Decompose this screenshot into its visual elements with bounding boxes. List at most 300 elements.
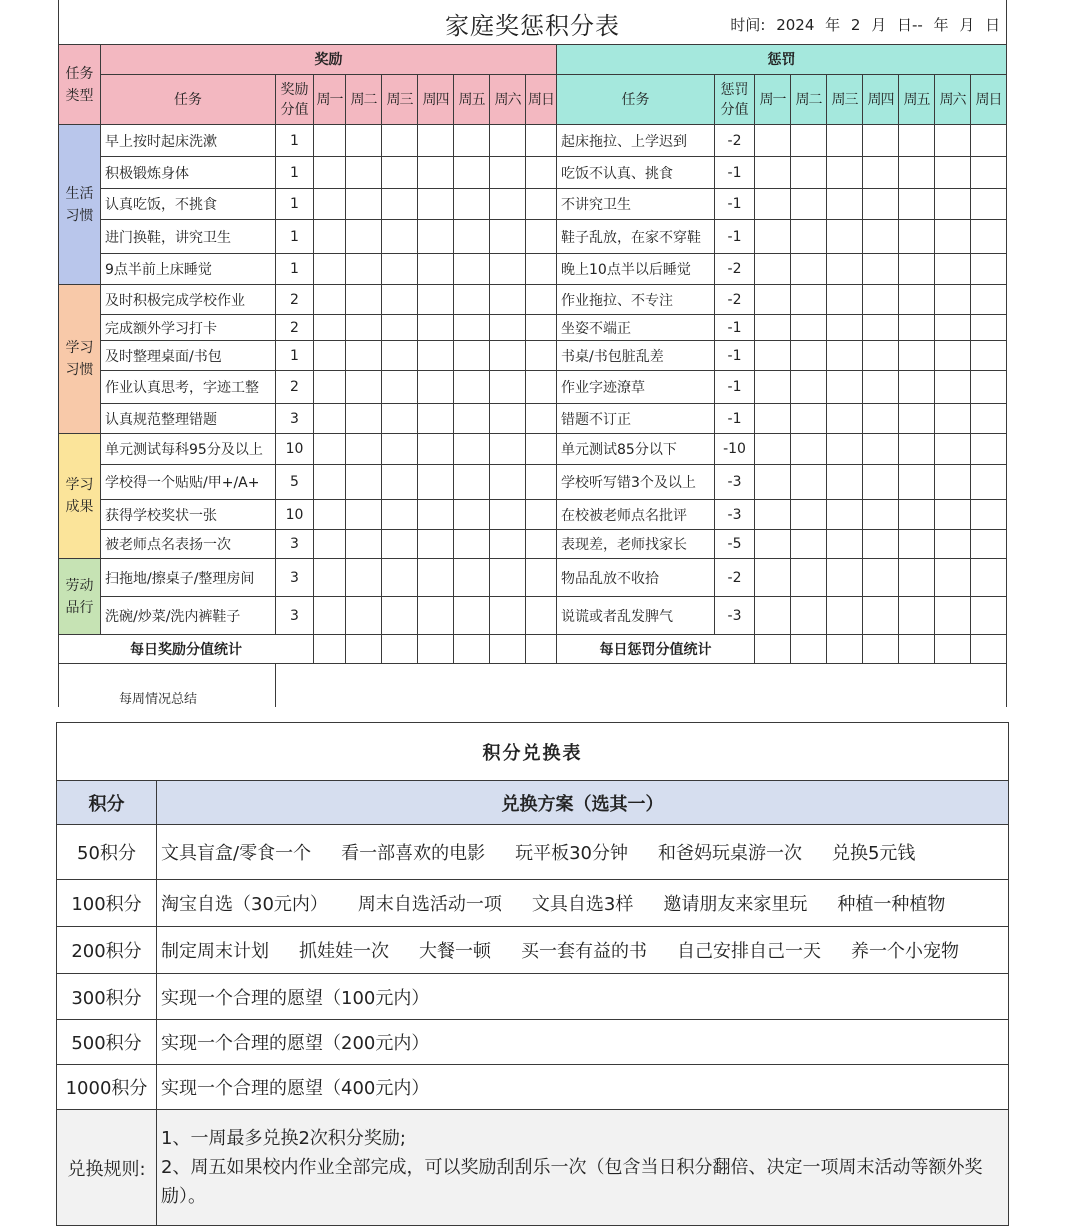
reward-day-cell[interactable] <box>526 189 557 220</box>
penalty-task: 晚上10点半以后睡觉 <box>557 254 715 285</box>
reward-day-cell[interactable] <box>346 189 382 220</box>
penalty-day-cell[interactable] <box>791 465 827 500</box>
penalty-day-cell[interactable] <box>755 254 791 285</box>
penalty-day-cell[interactable] <box>791 500 827 530</box>
reward-total-cell[interactable] <box>418 635 454 664</box>
reward-day-cell[interactable] <box>346 125 382 157</box>
penalty-day-cell[interactable] <box>863 371 899 404</box>
exchange-options <box>157 974 1009 1020</box>
reward-day-cell[interactable] <box>346 220 382 254</box>
reward-day-cell[interactable] <box>346 315 382 341</box>
reward-day-cell[interactable] <box>382 434 418 465</box>
reward-total-cell[interactable] <box>454 635 490 664</box>
reward-day-cell[interactable] <box>382 559 418 597</box>
penalty-day-cell[interactable] <box>863 500 899 530</box>
penalty-day-cell[interactable] <box>791 341 827 371</box>
penalty-day-cell[interactable] <box>971 157 1007 189</box>
exchange-option: 邀请朋友来家里玩 <box>663 894 808 915</box>
penalty-day-cell[interactable] <box>827 371 863 404</box>
reward-day-cell[interactable] <box>314 315 346 341</box>
reward-day-cell[interactable] <box>526 597 557 635</box>
penalty-day-cell[interactable] <box>755 315 791 341</box>
reward-day-cell[interactable] <box>382 125 418 157</box>
penalty-day-cell[interactable] <box>935 530 971 559</box>
penalty-total-cell[interactable] <box>935 635 971 664</box>
exchange-options <box>157 927 1009 974</box>
penalty-day-cell[interactable] <box>827 434 863 465</box>
reward-day-cell[interactable] <box>454 341 490 371</box>
penalty-total-cell[interactable] <box>971 635 1007 664</box>
exchange-option: 看一部喜欢的电影 <box>341 843 486 864</box>
reward-day-cell[interactable] <box>418 157 454 189</box>
reward-day-cell[interactable] <box>490 465 526 500</box>
reward-total-cell[interactable] <box>314 635 346 664</box>
reward-total-cell[interactable] <box>346 635 382 664</box>
weekly-summary-label <box>59 664 276 708</box>
reward-day-cell[interactable] <box>346 254 382 285</box>
penalty-day-cell[interactable] <box>827 404 863 434</box>
penalty-day-cell[interactable] <box>935 434 971 465</box>
penalty-day-cell[interactable] <box>755 559 791 597</box>
reward-day-cell[interactable] <box>382 530 418 559</box>
penalty-day-cell[interactable] <box>827 341 863 371</box>
reward-day-cell[interactable] <box>490 434 526 465</box>
reward-day-cell[interactable] <box>490 500 526 530</box>
penalty-day-cell[interactable] <box>935 465 971 500</box>
penalty-total-cell[interactable] <box>899 635 935 664</box>
reward-points: 2 <box>276 315 314 341</box>
exchange-row <box>57 825 1009 880</box>
reward-day-cell[interactable] <box>314 530 346 559</box>
penalty-day-cell[interactable] <box>791 315 827 341</box>
penalty-day-cell[interactable] <box>863 125 899 157</box>
exchange-option: 种植一种植物 <box>837 894 946 915</box>
category-label: 学习成果 <box>65 477 94 515</box>
penalty-day-cell[interactable] <box>755 157 791 189</box>
penalty-day-cell[interactable] <box>935 189 971 220</box>
penalty-day-cell[interactable] <box>899 189 935 220</box>
reward-day-cell[interactable] <box>526 404 557 434</box>
penalty-day-cell[interactable] <box>971 530 1007 559</box>
reward-day-cell[interactable] <box>346 157 382 189</box>
penalty-day-cell[interactable] <box>863 254 899 285</box>
reward-day-cell[interactable] <box>418 125 454 157</box>
penalty-day-cell[interactable] <box>791 125 827 157</box>
penalty-day-cell[interactable] <box>971 597 1007 635</box>
points-tier: 200积分 <box>57 927 157 974</box>
penalty-day-cell[interactable] <box>971 341 1007 371</box>
reward-day-cell[interactable] <box>454 465 490 500</box>
penalty-day-cell[interactable] <box>899 465 935 500</box>
reward-day-cell[interactable] <box>490 157 526 189</box>
reward-day-cell[interactable] <box>346 465 382 500</box>
reward-day-cell[interactable] <box>346 285 382 315</box>
penalty-day-cell[interactable] <box>899 404 935 434</box>
reward-day-cell[interactable] <box>418 530 454 559</box>
exchange-option: 文具盲盒/零食一个 <box>161 843 312 864</box>
reward-day-cell[interactable] <box>418 404 454 434</box>
reward-task: 单元测试每科95分及以上 <box>101 434 276 465</box>
penalty-day-cell[interactable] <box>827 315 863 341</box>
penalty-day-cell[interactable] <box>935 157 971 189</box>
reward-day-cell[interactable] <box>314 371 346 404</box>
penalty-day-cell[interactable] <box>899 125 935 157</box>
reward-task: 进门换鞋，讲究卫生 <box>101 220 276 254</box>
penalty-day-header: 周六 <box>935 75 971 125</box>
reward-day-cell[interactable] <box>382 371 418 404</box>
reward-day-cell[interactable] <box>314 465 346 500</box>
penalty-day-cell[interactable] <box>827 189 863 220</box>
reward-day-cell[interactable] <box>454 285 490 315</box>
penalty-day-cell[interactable] <box>827 559 863 597</box>
reward-day-cell[interactable] <box>490 189 526 220</box>
daily-reward-total-label: 每日奖励分值统计 <box>59 635 314 664</box>
reward-total-cell[interactable] <box>526 635 557 664</box>
penalty-day-cell[interactable] <box>971 559 1007 597</box>
reward-day-cell[interactable] <box>526 254 557 285</box>
reward-day-cell[interactable] <box>382 315 418 341</box>
penalty-day-cell[interactable] <box>863 220 899 254</box>
penalty-day-cell[interactable] <box>755 125 791 157</box>
reward-day-cell[interactable] <box>526 125 557 157</box>
category-label: 学习习惯 <box>65 340 94 378</box>
reward-day-cell[interactable] <box>454 434 490 465</box>
reward-day-cell[interactable] <box>382 500 418 530</box>
weekly-summary-field[interactable] <box>276 664 1007 708</box>
reward-day-cell[interactable] <box>418 315 454 341</box>
penalty-day-cell[interactable] <box>899 371 935 404</box>
reward-day-cell[interactable] <box>454 597 490 635</box>
reward-day-cell[interactable] <box>490 125 526 157</box>
reward-day-cell[interactable] <box>418 434 454 465</box>
reward-day-cell[interactable] <box>346 530 382 559</box>
penalty-day-cell[interactable] <box>899 597 935 635</box>
reward-day-cell[interactable] <box>382 597 418 635</box>
table-row <box>59 434 1007 465</box>
reward-day-cell[interactable] <box>314 500 346 530</box>
points-table <box>58 0 1007 707</box>
penalty-day-cell[interactable] <box>935 254 971 285</box>
reward-day-cell[interactable] <box>490 404 526 434</box>
penalty-day-cell[interactable] <box>971 371 1007 404</box>
penalty-day-cell[interactable] <box>935 315 971 341</box>
penalty-day-cell[interactable] <box>899 157 935 189</box>
penalty-points: -3 <box>715 465 755 500</box>
penalty-day-cell[interactable] <box>827 125 863 157</box>
penalty-day-cell[interactable] <box>755 341 791 371</box>
reward-day-cell[interactable] <box>418 371 454 404</box>
penalty-day-cell[interactable] <box>827 597 863 635</box>
reward-day-cell[interactable] <box>382 285 418 315</box>
penalty-day-cell[interactable] <box>755 371 791 404</box>
reward-day-cell[interactable] <box>526 530 557 559</box>
reward-day-cell[interactable] <box>382 341 418 371</box>
penalty-day-cell[interactable] <box>827 285 863 315</box>
penalty-points: -1 <box>715 404 755 434</box>
reward-day-cell[interactable] <box>526 285 557 315</box>
reward-day-cell[interactable] <box>314 220 346 254</box>
reward-day-cell[interactable] <box>490 597 526 635</box>
reward-day-cell[interactable] <box>454 125 490 157</box>
penalty-day-cell[interactable] <box>827 220 863 254</box>
penalty-day-cell[interactable] <box>935 341 971 371</box>
reward-day-cell[interactable] <box>490 371 526 404</box>
reward-day-cell[interactable] <box>382 404 418 434</box>
penalty-points: -1 <box>715 341 755 371</box>
reward-day-cell[interactable] <box>418 559 454 597</box>
reward-day-cell[interactable] <box>526 157 557 189</box>
penalty-day-cell[interactable] <box>755 285 791 315</box>
penalty-day-cell[interactable] <box>935 285 971 315</box>
reward-day-cell[interactable] <box>418 285 454 315</box>
penalty-points: -1 <box>715 371 755 404</box>
penalty-day-cell[interactable] <box>935 597 971 635</box>
exchange-option: 大餐一顿 <box>419 941 491 962</box>
penalty-day-cell[interactable] <box>971 285 1007 315</box>
reward-day-cell[interactable] <box>454 189 490 220</box>
reward-day-cell[interactable] <box>314 285 346 315</box>
reward-day-cell[interactable] <box>454 220 490 254</box>
penalty-day-cell[interactable] <box>899 341 935 371</box>
penalty-total-cell[interactable] <box>755 635 791 664</box>
penalty-day-cell[interactable] <box>791 404 827 434</box>
penalty-day-cell[interactable] <box>791 530 827 559</box>
penalty-day-cell[interactable] <box>863 559 899 597</box>
task-type-header: 任务类型 <box>59 45 101 125</box>
penalty-total-cell[interactable] <box>863 635 899 664</box>
penalty-day-cell[interactable] <box>791 157 827 189</box>
reward-day-cell[interactable] <box>418 500 454 530</box>
penalty-day-cell[interactable] <box>899 500 935 530</box>
reward-day-cell[interactable] <box>314 559 346 597</box>
penalty-task: 物品乱放不收拾 <box>557 559 715 597</box>
options-col-header: 兑换方案（选其一） <box>157 781 1009 825</box>
reward-points: 1 <box>276 189 314 220</box>
reward-day-cell[interactable] <box>454 500 490 530</box>
exchange-row <box>57 927 1009 974</box>
reward-day-cell[interactable] <box>454 559 490 597</box>
penalty-day-cell[interactable] <box>971 315 1007 341</box>
penalty-day-cell[interactable] <box>791 285 827 315</box>
penalty-day-cell[interactable] <box>899 254 935 285</box>
penalty-day-cell[interactable] <box>935 500 971 530</box>
penalty-day-cell[interactable] <box>791 559 827 597</box>
penalty-day-cell[interactable] <box>971 125 1007 157</box>
penalty-day-cell[interactable] <box>935 125 971 157</box>
reward-day-cell[interactable] <box>418 341 454 371</box>
reward-day-cell[interactable] <box>454 254 490 285</box>
penalty-task-col-header: 任务 <box>557 75 715 125</box>
reward-day-cell[interactable] <box>346 341 382 371</box>
reward-day-cell[interactable] <box>314 254 346 285</box>
penalty-day-cell[interactable] <box>791 220 827 254</box>
reward-day-cell[interactable] <box>490 220 526 254</box>
reward-day-cell[interactable] <box>418 189 454 220</box>
penalty-day-cell[interactable] <box>935 220 971 254</box>
penalty-task: 坐姿不端正 <box>557 315 715 341</box>
reward-day-cell[interactable] <box>454 315 490 341</box>
reward-day-cell[interactable] <box>314 125 346 157</box>
reward-day-cell[interactable] <box>314 434 346 465</box>
penalty-day-cell[interactable] <box>863 530 899 559</box>
penalty-points: -2 <box>715 125 755 157</box>
penalty-day-cell[interactable] <box>899 220 935 254</box>
reward-points: 10 <box>276 500 314 530</box>
exchange-row <box>57 1020 1009 1065</box>
table-row <box>59 125 1007 157</box>
table-row <box>59 371 1007 404</box>
page-title: 家庭奖惩积分表 <box>445 12 621 40</box>
penalty-day-cell[interactable] <box>899 315 935 341</box>
penalty-points: -5 <box>715 530 755 559</box>
reward-day-cell[interactable] <box>346 500 382 530</box>
exchange-table <box>56 722 1009 1226</box>
penalty-header: 惩罚 <box>557 45 1007 75</box>
penalty-day-cell[interactable] <box>755 220 791 254</box>
reward-day-cell[interactable] <box>454 157 490 189</box>
reward-day-cell[interactable] <box>490 254 526 285</box>
reward-day-cell[interactable] <box>418 597 454 635</box>
reward-points: 3 <box>276 530 314 559</box>
penalty-day-cell[interactable] <box>935 371 971 404</box>
reward-points: 1 <box>276 254 314 285</box>
reward-points: 2 <box>276 371 314 404</box>
penalty-day-cell[interactable] <box>899 530 935 559</box>
penalty-day-cell[interactable] <box>899 559 935 597</box>
penalty-day-cell[interactable] <box>755 530 791 559</box>
reward-day-cell[interactable] <box>526 315 557 341</box>
exchange-options <box>157 880 1009 927</box>
reward-day-cell[interactable] <box>490 341 526 371</box>
penalty-task: 不讲究卫生 <box>557 189 715 220</box>
penalty-points: -2 <box>715 254 755 285</box>
penalty-total-cell[interactable] <box>827 635 863 664</box>
reward-day-cell[interactable] <box>490 315 526 341</box>
reward-day-cell[interactable] <box>526 434 557 465</box>
penalty-day-cell[interactable] <box>935 559 971 597</box>
reward-day-cell[interactable] <box>418 465 454 500</box>
penalty-day-cell[interactable] <box>755 597 791 635</box>
penalty-task: 错题不订正 <box>557 404 715 434</box>
penalty-day-cell[interactable] <box>863 465 899 500</box>
penalty-day-cell[interactable] <box>899 285 935 315</box>
penalty-day-cell[interactable] <box>971 465 1007 500</box>
category-cell <box>59 434 101 559</box>
penalty-day-cell[interactable] <box>863 434 899 465</box>
reward-day-cell[interactable] <box>346 434 382 465</box>
penalty-task: 鞋子乱放，在家不穿鞋 <box>557 220 715 254</box>
penalty-day-cell[interactable] <box>863 285 899 315</box>
penalty-points: -1 <box>715 220 755 254</box>
reward-day-cell[interactable] <box>526 465 557 500</box>
reward-day-cell[interactable] <box>526 341 557 371</box>
reward-day-cell[interactable] <box>382 220 418 254</box>
penalty-day-cell[interactable] <box>755 434 791 465</box>
penalty-day-cell[interactable] <box>827 530 863 559</box>
table-row <box>59 157 1007 189</box>
exchange-row <box>57 880 1009 927</box>
reward-day-cell[interactable] <box>382 157 418 189</box>
reward-day-cell[interactable] <box>314 597 346 635</box>
penalty-day-cell[interactable] <box>755 189 791 220</box>
penalty-day-cell[interactable] <box>827 500 863 530</box>
penalty-day-cell[interactable] <box>899 434 935 465</box>
penalty-day-cell[interactable] <box>791 254 827 285</box>
penalty-day-cell[interactable] <box>863 189 899 220</box>
reward-day-cell[interactable] <box>526 559 557 597</box>
reward-day-cell[interactable] <box>454 530 490 559</box>
penalty-day-cell[interactable] <box>791 434 827 465</box>
reward-day-cell[interactable] <box>490 530 526 559</box>
reward-day-cell[interactable] <box>346 559 382 597</box>
penalty-day-cell[interactable] <box>971 254 1007 285</box>
reward-day-cell[interactable] <box>490 559 526 597</box>
reward-day-cell[interactable] <box>418 220 454 254</box>
penalty-day-cell[interactable] <box>971 434 1007 465</box>
penalty-day-cell[interactable] <box>971 404 1007 434</box>
penalty-day-cell[interactable] <box>827 157 863 189</box>
reward-day-cell[interactable] <box>346 404 382 434</box>
reward-day-cell[interactable] <box>382 465 418 500</box>
reward-day-cell[interactable] <box>490 285 526 315</box>
rule-item: 2、周五如果校内作业全部完成，可以奖励刮刮乐一次（包含当日积分翻倍、决定一项周末活动等额外奖励）。 <box>161 1157 983 1207</box>
penalty-day-cell[interactable] <box>971 189 1007 220</box>
reward-day-cell[interactable] <box>314 341 346 371</box>
reward-day-cell[interactable] <box>346 597 382 635</box>
penalty-day-cell[interactable] <box>791 597 827 635</box>
penalty-day-cell[interactable] <box>791 189 827 220</box>
reward-total-cell[interactable] <box>490 635 526 664</box>
penalty-points: -3 <box>715 500 755 530</box>
penalty-day-cell[interactable] <box>863 597 899 635</box>
date-value: 2024 年 2 月 日-- 年 月 日 <box>776 16 1001 34</box>
penalty-day-cell[interactable] <box>863 404 899 434</box>
penalty-day-cell[interactable] <box>971 500 1007 530</box>
penalty-day-cell[interactable] <box>755 500 791 530</box>
reward-day-cell[interactable] <box>346 371 382 404</box>
reward-day-cell[interactable] <box>526 371 557 404</box>
reward-day-cell[interactable] <box>382 254 418 285</box>
penalty-total-cell[interactable] <box>791 635 827 664</box>
reward-task: 学校得一个贴贴/甲+/A+ <box>101 465 276 500</box>
penalty-day-cell[interactable] <box>863 315 899 341</box>
penalty-day-cell[interactable] <box>863 341 899 371</box>
reward-day-cell[interactable] <box>454 404 490 434</box>
penalty-day-cell[interactable] <box>863 157 899 189</box>
penalty-day-cell[interactable] <box>827 254 863 285</box>
reward-day-cell[interactable] <box>526 220 557 254</box>
penalty-day-cell[interactable] <box>935 404 971 434</box>
reward-day-cell[interactable] <box>454 371 490 404</box>
penalty-day-cell[interactable] <box>827 465 863 500</box>
exchange-row <box>57 974 1009 1020</box>
exchange-row <box>57 1065 1009 1110</box>
reward-day-cell[interactable] <box>418 254 454 285</box>
reward-day-cell[interactable] <box>382 189 418 220</box>
penalty-task: 表现差，老师找家长 <box>557 530 715 559</box>
penalty-day-cell[interactable] <box>755 404 791 434</box>
daily-total-row <box>59 635 1007 664</box>
reward-day-cell[interactable] <box>526 500 557 530</box>
penalty-day-header: 周三 <box>827 75 863 125</box>
penalty-day-cell[interactable] <box>791 371 827 404</box>
reward-total-cell[interactable] <box>382 635 418 664</box>
reward-day-cell[interactable] <box>314 157 346 189</box>
reward-day-cell[interactable] <box>314 404 346 434</box>
penalty-day-cell[interactable] <box>755 465 791 500</box>
penalty-day-cell[interactable] <box>971 220 1007 254</box>
reward-day-cell[interactable] <box>314 189 346 220</box>
